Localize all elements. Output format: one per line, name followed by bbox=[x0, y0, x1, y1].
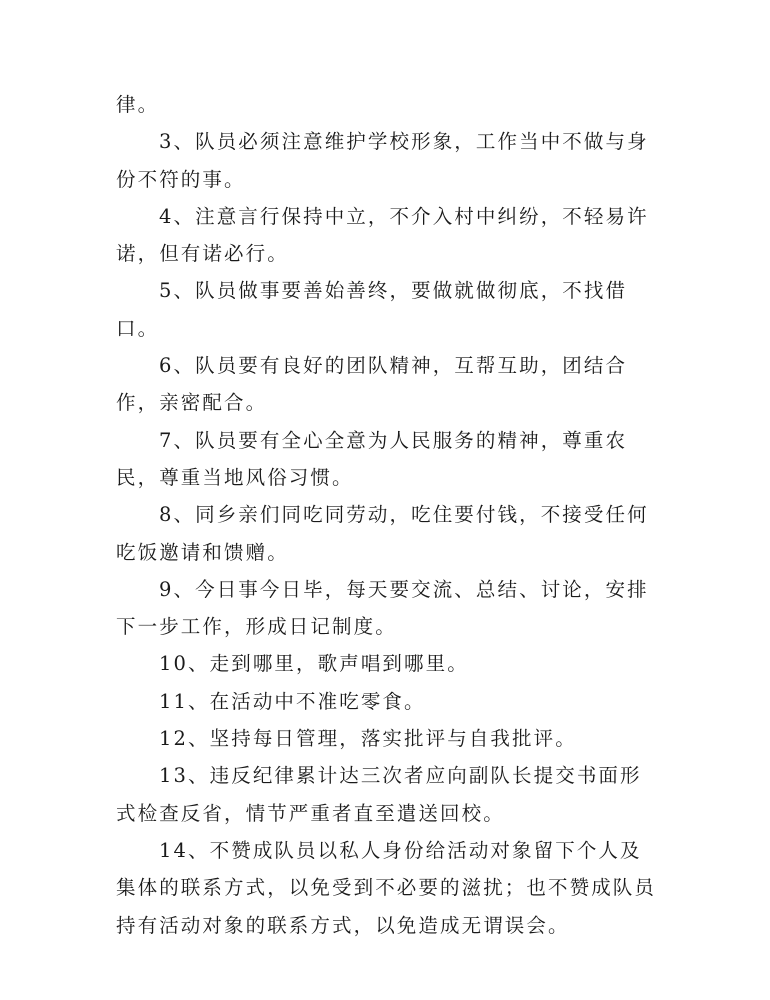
rule-item-11: 11、在活动中不准吃零食。 bbox=[159, 689, 426, 713]
rule-item-8: 8、同乡亲们同吃同劳动，吃住要付钱，不接受任何吃饭邀请和馈赠。 bbox=[116, 503, 649, 564]
rule-item-6: 6、队员要有良好的团队精神，互帮互助，团结合作，亲密配合。 bbox=[116, 354, 628, 415]
rule-item-7: 7、队员要有全心全意为人民服务的精神，尊重农民，尊重当地风俗习惯。 bbox=[116, 428, 628, 489]
rule-item-13: 13、违反纪律累计达三次者应向副队长提交书面形式检查反省，情节严重者直至遣送回校。 bbox=[116, 764, 642, 825]
rule-item-14: 14、不赞成队员以私人身份给活动对象留下个人及集体的联系方式，以免受到不必要的滋扰；也不赞成队员持有活动对象的联系方式，以免造成无谓误会。 bbox=[116, 838, 657, 937]
rule-item-5: 5、队员做事要善始善终，要做就做彻底，不找借口。 bbox=[116, 279, 628, 340]
rule-item-9: 9、今日事今日毕，每天要交流、总结、讨论，安排下一步工作，形成日记制度。 bbox=[116, 577, 649, 639]
document-body bbox=[116, 86, 656, 944]
rule-item-4: 4、注意言行保持中立，不介入村中纠纷，不轻易许诺，但有诺必行。 bbox=[116, 204, 649, 266]
paragraph-continuation: 律。 bbox=[116, 93, 160, 116]
rule-item-10: 10、走到哪里，歌声唱到哪里。 bbox=[159, 652, 469, 676]
rule-item-12: 12、坚持每日管理，落实批评与自我批评。 bbox=[159, 727, 577, 751]
rule-item-3: 3、队员必须注意维护学校形象，工作当中不做与身份不符的事。 bbox=[116, 130, 649, 191]
